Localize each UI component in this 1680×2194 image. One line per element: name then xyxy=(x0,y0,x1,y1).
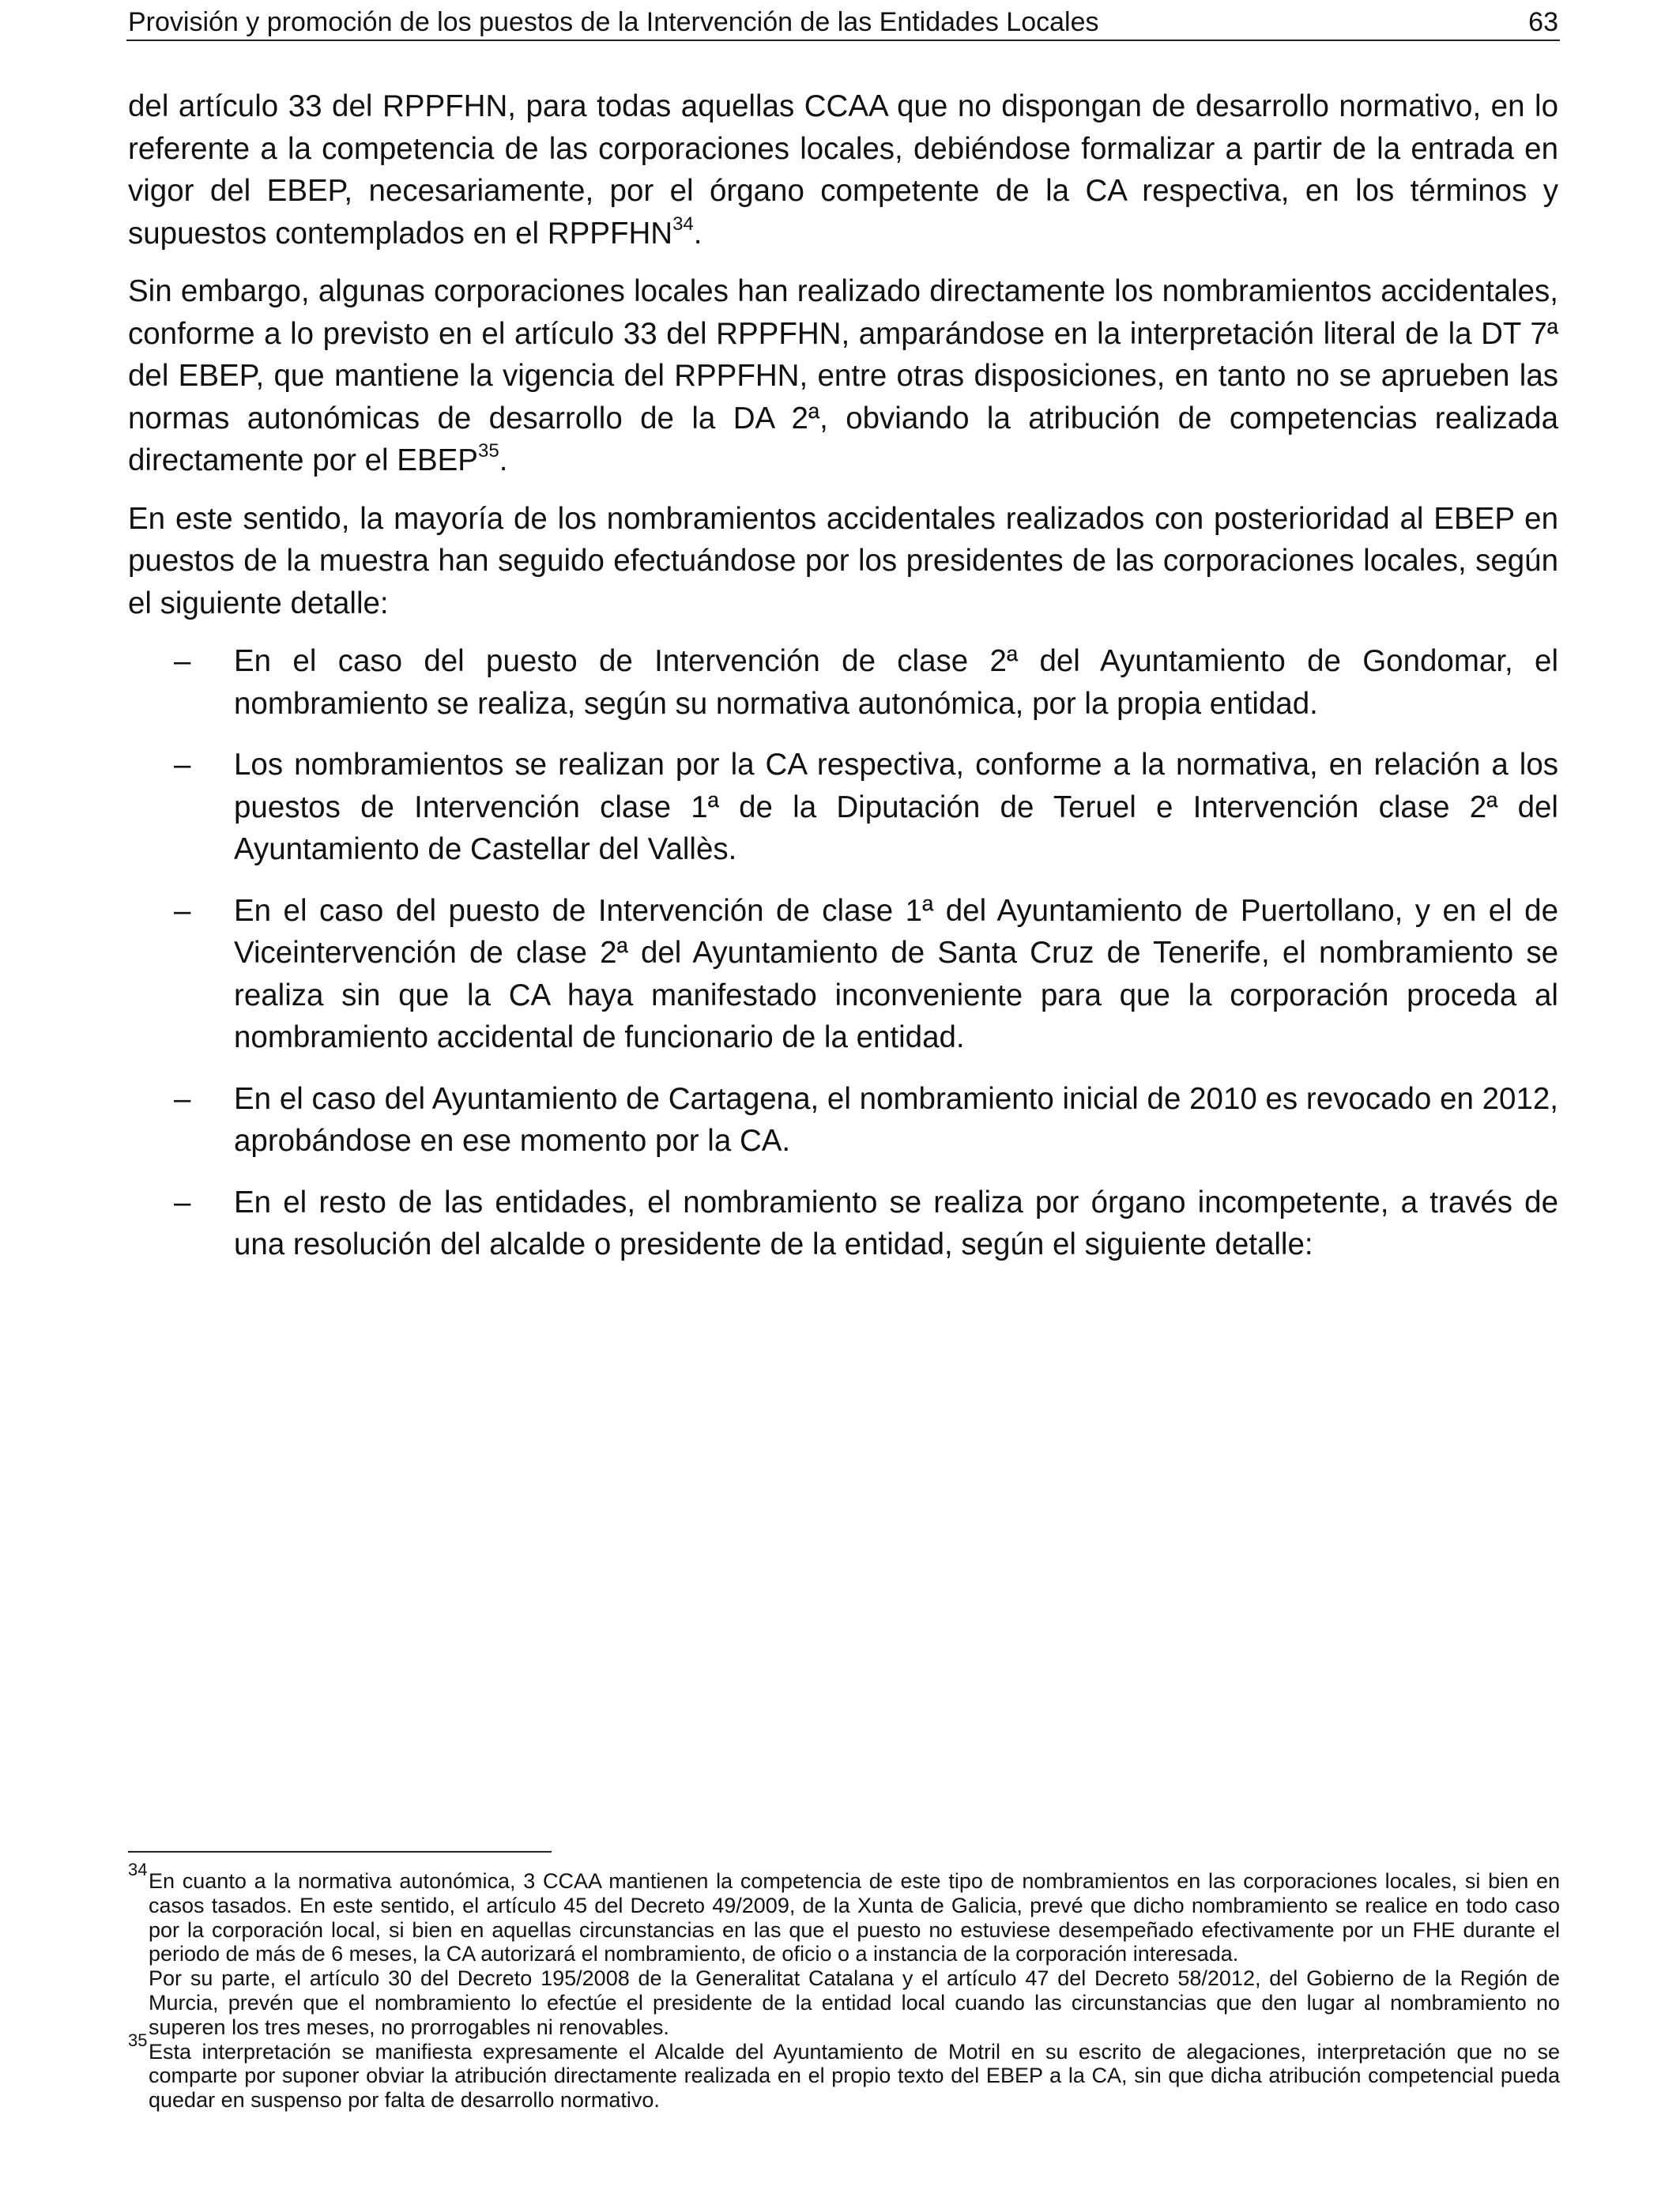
dash-bullet: – xyxy=(174,1185,191,1220)
list-item: – En el resto de las entidades, el nombramiento se realiza por órgano incompetente, a través de una resolución del alcalde o presidente de la entidad, según el siguiente detalle: xyxy=(234,1182,1558,1266)
main-text xyxy=(128,85,1558,1285)
page-number: 63 xyxy=(1528,7,1558,37)
paragraph: del artículo 33 del RPPFHN, para todas aquellas CCAA que no dispongan de desarrollo normativo, en lo referente a la competencia de las corporaciones locales, debiéndose formalizar a partir de la entrada en vigor del EBEP, necesariamente, por el órgano competente de la CA respectiva, en los términos y supuestos contemplados en el RPPFHN$^{34}$. xyxy=(128,89,1558,251)
footnote-35 xyxy=(128,2030,1560,2113)
footnote-paragraph: Por su parte, el artículo 30 del Decreto 195/2008 de la Generalitat Catalana y el artículo 47 del Decreto 58/2012, del Gobierno de la Región de Murcia, prevén que el nombramiento lo efectúe el presidente de la entidad local cuando las circunstancias que den lugar al nombramiento no superen los tres meses, no prorrogables ni renovables. xyxy=(149,1966,1560,2039)
dash-bullet: – xyxy=(174,644,191,678)
dash-bullet: – xyxy=(174,748,191,782)
paragraph: En este sentido, la mayoría de los nombramientos accidentales realizados con posterioridad al EBEP en puestos de la muestra han seguido efectuándose por los presidentes de las corporaciones locales, según el siguiente detalle: xyxy=(128,501,1558,620)
footnote-ref-35[interactable]: 35 xyxy=(477,440,499,462)
list-item: – En el caso del Ayuntamiento de Cartagena, el nombramiento inicial de 2010 es revocado en 2012, aprobándose en ese momento por la CA. xyxy=(234,1078,1558,1163)
footnote-paragraph: En cuanto a la normativa autonómica, 3 CCAA mantienen la competencia de este tipo de nombramientos en las corporaciones locales, si bien en casos tasados. En este sentido, el artículo 45 del Decreto 49/2009, de la Xunta de Galicia, prevé que dicho nombramiento se realice en todo caso por la corporación local, si bien en aquellas circunstancias en las que el puesto no estuviese desempeñado efectivamente por un FHE durante el periodo de más de 6 meses, la CA autorizará el nombramiento, de oficio o a instancia de la corporación interesada. xyxy=(149,1869,1560,1966)
footnote-mark: 35 xyxy=(128,2030,148,2050)
running-title: Provisión y promoción de los puestos de la Intervención de las Entidades Locales xyxy=(128,7,1099,37)
dash-bullet: – xyxy=(174,893,191,928)
footnote-mark: 34 xyxy=(128,1860,148,1879)
footnotes xyxy=(128,1860,1560,2113)
footnote-ref-34[interactable]: 34 xyxy=(672,213,694,235)
footnote-34 xyxy=(128,1860,1560,2040)
dash-bullet: – xyxy=(174,1081,191,1116)
footnote-separator xyxy=(128,1851,552,1853)
list-item: – En el caso del puesto de Intervención de clase 2ª del Ayuntamiento de Gondomar, el nombramiento se realiza, según su normativa autonómica, por la propia entidad. xyxy=(234,640,1558,725)
page-header xyxy=(126,5,1560,41)
paragraph: Sin embargo, algunas corporaciones locales han realizado directamente los nombramientos accidentales, conforme a lo previsto en el artículo 33 del RPPFHN, amparándose en la interpretación literal de la DT 7ª del EBEP, que mantiene la vigencia del RPPFHN, entre otras disposiciones, en tanto no se aprueben las normas autonómicas de desarrollo de la DA 2ª, obviando la atribución de competencias realizada directamente por el EBEP$^{35}$. xyxy=(128,274,1558,477)
footnote-paragraph: Esta interpretación se manifiesta expresamente el Alcalde del Ayuntamiento de Motril en su escrito de alegaciones, interpretación que no se comparte por suponer obviar la atribución directamente realizada en el propio texto del EBEP a la CA, sin que dicha atribución competencial pueda quedar en suspenso por falta de desarrollo normativo. xyxy=(149,2039,1560,2113)
detail-list xyxy=(128,640,1558,1266)
list-item: – Los nombramientos se realizan por la CA respectiva, conforme a la normativa, en relación a los puestos de Intervención clase 1ª de la Diputación de Teruel e Intervención clase 2ª del Ayuntamiento de Castellar del Vallès. xyxy=(234,744,1558,871)
list-item: – En el caso del puesto de Intervención de clase 1ª del Ayuntamiento de Puertollano, y en el de Viceintervención de clase 2ª del Ayuntamiento de Santa Cruz de Tenerife, el nombramiento se realiza sin que la CA haya manifestado inconveniente para que la corporación proceda al nombramiento accidental de funcionario de la entidad. xyxy=(234,890,1558,1059)
